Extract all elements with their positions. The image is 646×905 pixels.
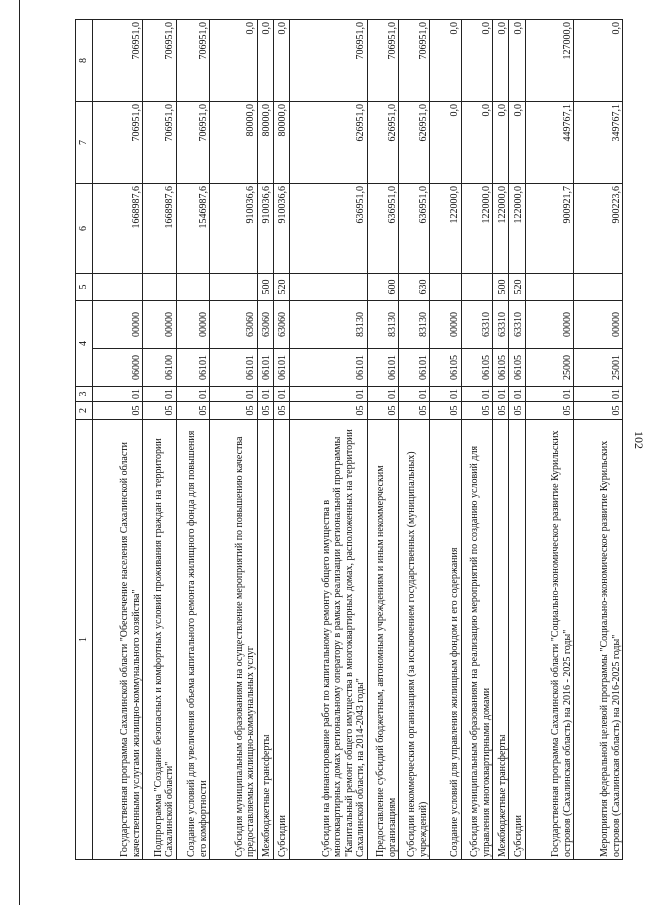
- row-name-cell: Предоставление субсидий бюджетным, автономным учреждениям и иным некоммерческим организациям: [367, 420, 398, 860]
- table-body: [76, 20, 623, 860]
- table-row: [143, 20, 177, 860]
- table-row: [210, 20, 258, 860]
- row-target-article-direction-cell: 83130: [289, 301, 367, 349]
- row-expense-type-cell: 600: [367, 274, 398, 301]
- row-amount-col7-cell: 80000,0: [257, 102, 273, 184]
- row-target-article-program-cell: 06105: [493, 349, 509, 387]
- budget-table: [75, 19, 623, 860]
- row-amount-col8-cell: 0,0: [210, 20, 258, 102]
- row-target-article-program-cell: 06101: [210, 349, 258, 387]
- row-target-article-program-cell: 06101: [257, 349, 273, 387]
- row-amount-col8-cell: 706951,0: [289, 20, 367, 102]
- row-amount-col8-cell: 706951,0: [399, 20, 430, 102]
- row-amount-col8-cell: 0,0: [574, 20, 623, 102]
- row-amount-col8-cell: 706951,0: [176, 20, 210, 102]
- row-expense-type-cell: [430, 274, 461, 301]
- row-subsection-cell: 01: [289, 387, 367, 402]
- header-cell-8: 8: [76, 20, 93, 102]
- row-target-article-direction-cell: 63310: [493, 301, 509, 349]
- row-name-cell: Создание условий для увеличения объема капитального ремонта жилищного фонда для повышения его комфортности: [176, 420, 210, 860]
- row-section-cell: 05: [399, 402, 430, 420]
- row-subsection-cell: 01: [525, 387, 574, 402]
- row-target-article-direction-cell: 63060: [210, 301, 258, 349]
- row-section-cell: 05: [273, 402, 289, 420]
- row-subsection-cell: 01: [176, 387, 210, 402]
- row-amount-col7-cell: 449767,1: [525, 102, 574, 184]
- row-target-article-direction-cell: 00000: [525, 301, 574, 349]
- row-subsection-cell: 01: [509, 387, 525, 402]
- row-name-cell: Субсидии: [509, 420, 525, 860]
- row-amount-col8-cell: 0,0: [493, 20, 509, 102]
- row-subsection-cell: 01: [430, 387, 461, 402]
- row-expense-type-cell: 520: [509, 274, 525, 301]
- header-cell-5: 5: [76, 274, 93, 301]
- row-expense-type-cell: [176, 274, 210, 301]
- row-target-article-program-cell: 06000: [93, 349, 143, 387]
- row-target-article-direction-cell: 00000: [143, 301, 177, 349]
- table-row: [289, 20, 367, 860]
- rotated-table-sheet: [60, 0, 646, 880]
- row-amount-col6-cell: 122000,0: [461, 184, 492, 274]
- row-amount-col6-cell: 1546987,6: [176, 184, 210, 274]
- row-amount-col6-cell: 636951,0: [399, 184, 430, 274]
- row-amount-col6-cell: 900223,6: [574, 184, 623, 274]
- row-expense-type-cell: [143, 274, 177, 301]
- row-section-cell: 05: [257, 402, 273, 420]
- row-section-cell: 05: [509, 402, 525, 420]
- row-amount-col7-cell: 626951,0: [399, 102, 430, 184]
- row-target-article-program-cell: 06101: [367, 349, 398, 387]
- row-amount-col7-cell: 706951,0: [93, 102, 143, 184]
- row-section-cell: 05: [93, 402, 143, 420]
- row-target-article-program-cell: 06101: [176, 349, 210, 387]
- row-target-article-direction-cell: 63310: [509, 301, 525, 349]
- row-amount-col6-cell: 900921,7: [525, 184, 574, 274]
- row-section-cell: 05: [493, 402, 509, 420]
- header-cell-4: 4: [76, 301, 93, 387]
- row-section-cell: 05: [210, 402, 258, 420]
- row-target-article-direction-cell: 00000: [176, 301, 210, 349]
- header-cell-1: 1: [76, 420, 93, 860]
- row-amount-col7-cell: 80000,0: [210, 102, 258, 184]
- row-expense-type-cell: [525, 274, 574, 301]
- row-amount-col6-cell: 122000,0: [493, 184, 509, 274]
- row-expense-type-cell: 520: [273, 274, 289, 301]
- row-subsection-cell: 01: [210, 387, 258, 402]
- row-amount-col7-cell: 626951,0: [367, 102, 398, 184]
- row-expense-type-cell: [461, 274, 492, 301]
- header-cell-3: 3: [76, 387, 93, 402]
- row-expense-type-cell: [574, 274, 623, 301]
- table-row: [399, 20, 430, 860]
- row-target-article-program-cell: 06105: [430, 349, 461, 387]
- row-amount-col8-cell: 706951,0: [143, 20, 177, 102]
- row-expense-type-cell: 630: [399, 274, 430, 301]
- row-section-cell: 05: [574, 402, 623, 420]
- row-target-article-direction-cell: 00000: [93, 301, 143, 349]
- row-target-article-direction-cell: 00000: [430, 301, 461, 349]
- row-name-cell: Межбюджетные трансферты: [493, 420, 509, 860]
- row-subsection-cell: 01: [574, 387, 623, 402]
- header-cell-2: 2: [76, 402, 93, 420]
- header-row: [76, 20, 93, 860]
- row-amount-col6-cell: 636951,0: [289, 184, 367, 274]
- row-section-cell: 05: [176, 402, 210, 420]
- row-name-cell: Мероприятия федеральной целевой программы "Социально-экономическое развитие Курильских островов (Сахалинская область) на 2016-2025 годы": [574, 420, 623, 860]
- row-target-article-program-cell: 06105: [461, 349, 492, 387]
- row-amount-col7-cell: 349767,1: [574, 102, 623, 184]
- row-amount-col6-cell: 910036,6: [257, 184, 273, 274]
- row-amount-col8-cell: 0,0: [430, 20, 461, 102]
- row-name-cell: Государственная программа Сахалинской области "Обеспечение населения Сахалинской области качественными услугами жилищно-коммунального хозяйства": [93, 420, 143, 860]
- row-name-cell: Создание условий для управления жилищным фондом и его содержания: [430, 420, 461, 860]
- row-name-cell: Субсидии на финансирование работ по капитальному ремонту общего имущества в многоквартирных домах региональному оператору в рамках реализации региональной программы "Капитальный ремонт общего имущества в многоквартирных домах, расположенных на территории Сахалинской области, на 2014-2043 годы": [289, 420, 367, 860]
- row-amount-col7-cell: 626951,0: [289, 102, 367, 184]
- row-target-article-program-cell: 06105: [509, 349, 525, 387]
- table-row: [461, 20, 492, 860]
- row-section-cell: 05: [143, 402, 177, 420]
- row-target-article-program-cell: 06101: [273, 349, 289, 387]
- row-target-article-program-cell: 25001: [574, 349, 623, 387]
- row-target-article-direction-cell: 63310: [461, 301, 492, 349]
- row-amount-col7-cell: 0,0: [509, 102, 525, 184]
- row-amount-col6-cell: 636951,0: [367, 184, 398, 274]
- row-name-cell: Субсидия муниципальным образованиям на осуществление мероприятий по повышению качества предоставляемых жилищно-коммунальных услуг: [210, 420, 258, 860]
- row-amount-col8-cell: 127000,0: [525, 20, 574, 102]
- row-expense-type-cell: 500: [257, 274, 273, 301]
- row-amount-col8-cell: 0,0: [257, 20, 273, 102]
- row-amount-col6-cell: 122000,0: [430, 184, 461, 274]
- table-row: [273, 20, 289, 860]
- row-amount-col7-cell: 0,0: [430, 102, 461, 184]
- scan-edge-line: [19, 0, 20, 905]
- row-amount-col6-cell: 910036,6: [210, 184, 258, 274]
- row-amount-col6-cell: 122000,0: [509, 184, 525, 274]
- row-target-article-program-cell: 25000: [525, 349, 574, 387]
- row-target-article-program-cell: 06101: [399, 349, 430, 387]
- row-target-article-direction-cell: 00000: [574, 301, 623, 349]
- row-amount-col8-cell: 0,0: [461, 20, 492, 102]
- row-amount-col8-cell: 0,0: [509, 20, 525, 102]
- row-subsection-cell: 01: [257, 387, 273, 402]
- row-subsection-cell: 01: [367, 387, 398, 402]
- table-row: [493, 20, 509, 860]
- header-cell-7: 7: [76, 102, 93, 184]
- row-section-cell: 05: [461, 402, 492, 420]
- table-row: [93, 20, 143, 860]
- row-expense-type-cell: [210, 274, 258, 301]
- row-subsection-cell: 01: [93, 387, 143, 402]
- table-row: [257, 20, 273, 860]
- row-target-article-program-cell: 06100: [143, 349, 177, 387]
- row-amount-col6-cell: 1668987,6: [143, 184, 177, 274]
- table-row: [430, 20, 461, 860]
- row-name-cell: Субсидии некоммерческим организациям (за исключением государственных (муниципальных) учреждений): [399, 420, 430, 860]
- row-amount-col7-cell: 80000,0: [273, 102, 289, 184]
- row-name-cell: Субсидия муниципальным образованиям на реализацию мероприятий по созданию условий для управления многоквартирными домами: [461, 420, 492, 860]
- row-subsection-cell: 01: [143, 387, 177, 402]
- row-target-article-direction-cell: 83130: [367, 301, 398, 349]
- row-expense-type-cell: 500: [493, 274, 509, 301]
- row-subsection-cell: 01: [461, 387, 492, 402]
- row-target-article-direction-cell: 83130: [399, 301, 430, 349]
- row-section-cell: 05: [525, 402, 574, 420]
- row-amount-col7-cell: 706951,0: [143, 102, 177, 184]
- row-amount-col8-cell: 0,0: [273, 20, 289, 102]
- row-subsection-cell: 01: [493, 387, 509, 402]
- table-row: [525, 20, 574, 860]
- row-name-cell: Государственная программа Сахалинской области "Социально-экономическое развитие Курильских островов (Сахалинская область) на 2016 - 2025 годы": [525, 420, 574, 860]
- row-target-article-program-cell: 06101: [289, 349, 367, 387]
- row-amount-col7-cell: 0,0: [461, 102, 492, 184]
- row-target-article-direction-cell: 63060: [257, 301, 273, 349]
- row-section-cell: 05: [367, 402, 398, 420]
- row-amount-col7-cell: 706951,0: [176, 102, 210, 184]
- row-amount-col6-cell: 910036,6: [273, 184, 289, 274]
- row-section-cell: 05: [289, 402, 367, 420]
- row-amount-col8-cell: 706951,0: [367, 20, 398, 102]
- row-subsection-cell: 01: [399, 387, 430, 402]
- table-row: [367, 20, 398, 860]
- row-expense-type-cell: [93, 274, 143, 301]
- header-cell-6: 6: [76, 184, 93, 274]
- row-expense-type-cell: [289, 274, 367, 301]
- row-target-article-direction-cell: 63060: [273, 301, 289, 349]
- table-row: [509, 20, 525, 860]
- row-name-cell: Субсидии: [273, 420, 289, 860]
- row-name-cell: Подпрограмма "Создание безопасных и комфортных условий проживания граждан на территории Сахалинской области": [143, 420, 177, 860]
- row-subsection-cell: 01: [273, 387, 289, 402]
- row-amount-col7-cell: 0,0: [493, 102, 509, 184]
- row-name-cell: Межбюджетные трансферты: [257, 420, 273, 860]
- row-section-cell: 05: [430, 402, 461, 420]
- page-number: 102: [632, 431, 646, 449]
- row-amount-col8-cell: 706951,0: [93, 20, 143, 102]
- table-row: [176, 20, 210, 860]
- row-amount-col6-cell: 1668987,6: [93, 184, 143, 274]
- table-row: [574, 20, 623, 860]
